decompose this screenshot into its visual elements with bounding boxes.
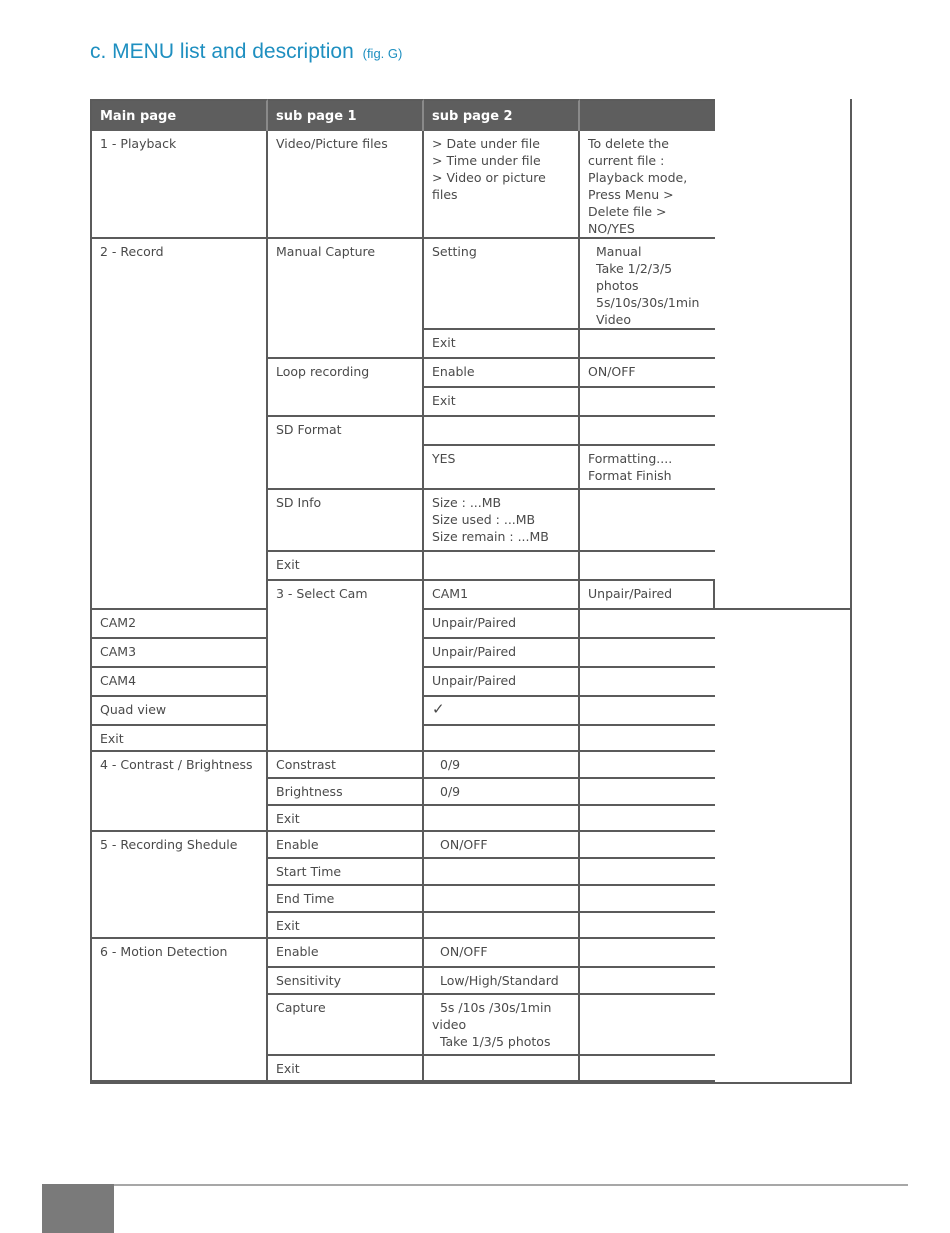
sub1-cam2: CAM2 xyxy=(92,610,268,639)
sub1-enable: Enable xyxy=(268,939,424,968)
sub2-constrast-range: 0/9 xyxy=(424,752,580,779)
sub2-empty xyxy=(424,859,580,886)
sub2-on-off: ON/OFF xyxy=(424,939,580,968)
sub2-empty xyxy=(424,1056,580,1082)
table-row xyxy=(92,668,850,697)
sub1-start-time: Start Time xyxy=(268,859,424,886)
header-sub-page-2: sub page 2 xyxy=(424,99,580,131)
desc-empty xyxy=(580,552,715,581)
header-row xyxy=(92,99,850,131)
header-sub-page-1: sub page 1 xyxy=(268,99,424,131)
sub1-exit: Exit xyxy=(268,913,424,939)
header-description xyxy=(580,99,715,131)
desc-empty xyxy=(580,1056,715,1082)
main-page-motion-detection: 6 - Motion Detection xyxy=(92,939,268,1082)
sub1-constrast: Constrast xyxy=(268,752,424,779)
sub1-enable: Enable xyxy=(268,832,424,859)
sub2-capture-options: 5s /10s /30s/1min video Take 1/3/5 photos xyxy=(424,995,580,1056)
desc-empty xyxy=(715,581,850,610)
sub2-exit: Exit xyxy=(424,388,580,417)
sub1-cam3: CAM3 xyxy=(92,639,268,668)
sub2-file-details: > Date under file > Time under file > Video or picture files xyxy=(424,131,580,239)
desc-empty xyxy=(580,939,715,968)
sub1-video-picture-files: Video/Picture files xyxy=(268,131,424,239)
table-row xyxy=(92,239,850,330)
desc-empty xyxy=(580,832,715,859)
sub2-empty xyxy=(424,886,580,913)
table-row xyxy=(92,939,850,968)
table-row xyxy=(92,752,850,779)
sub2-quad-checkmark: ✓ xyxy=(424,697,580,726)
sub2-brightness-range: 0/9 xyxy=(424,779,580,806)
sub2-cam4-status: Unpair/Paired xyxy=(424,668,580,697)
sub2-sensitivity-levels: Low/High/Standard xyxy=(424,968,580,995)
desc-empty xyxy=(580,330,715,359)
sub1-capture: Capture xyxy=(268,995,424,1056)
main-page-contrast-brightness: 4 - Contrast / Brightness xyxy=(92,752,268,832)
desc-empty xyxy=(580,610,715,639)
desc-empty xyxy=(580,752,715,779)
header-main-page: Main page xyxy=(92,99,268,131)
desc-empty xyxy=(580,639,715,668)
sub2-setting: Setting xyxy=(424,239,580,330)
section-title-text: c. MENU list and description xyxy=(90,40,354,63)
table-row xyxy=(92,639,850,668)
desc-empty xyxy=(580,779,715,806)
sub1-quad-view: Quad view xyxy=(92,697,268,726)
desc-on-off: ON/OFF xyxy=(580,359,715,388)
sub2-cam1-status: Unpair/Paired xyxy=(580,581,715,610)
sub1-brightness: Brightness xyxy=(268,779,424,806)
sub2-empty xyxy=(424,726,580,752)
desc-empty xyxy=(580,490,715,552)
section-title xyxy=(90,40,402,64)
sub2-yes: YES xyxy=(424,446,580,490)
table-row xyxy=(92,610,850,639)
desc-empty xyxy=(580,859,715,886)
main-page-select-cam: 3 - Select Cam xyxy=(268,581,424,752)
sub1-sensitivity: Sensitivity xyxy=(268,968,424,995)
footer-rule xyxy=(42,1184,908,1186)
sub1-manual-capture: Manual Capture xyxy=(268,239,424,359)
main-page-record: 2 - Record xyxy=(92,239,268,610)
sub2-empty xyxy=(424,417,580,446)
desc-empty xyxy=(580,697,715,726)
sub2-cam3-status: Unpair/Paired xyxy=(424,639,580,668)
sub1-loop-recording: Loop recording xyxy=(268,359,424,417)
sub1-exit: Exit xyxy=(268,806,424,832)
desc-empty xyxy=(580,726,715,752)
page-number-block xyxy=(42,1184,114,1233)
desc-formatting: Formatting.... Format Finish xyxy=(580,446,715,490)
menu-table xyxy=(90,99,852,1084)
table-row xyxy=(92,697,850,726)
figure-reference: (fig. G) xyxy=(362,46,403,61)
sub1-sd-format: SD Format xyxy=(268,417,424,490)
desc-empty xyxy=(580,913,715,939)
desc-empty xyxy=(580,668,715,697)
sub2-exit: Exit xyxy=(424,330,580,359)
desc-empty xyxy=(580,388,715,417)
desc-empty xyxy=(580,995,715,1056)
sub1-exit: Exit xyxy=(92,726,268,752)
sub1-exit: Exit xyxy=(268,552,424,581)
sub2-empty xyxy=(424,552,580,581)
desc-delete-file: To delete the current file : Playback mode, Press Menu > Delete file > NO/YES xyxy=(580,131,715,239)
desc-empty xyxy=(580,417,715,446)
sub2-on-off: ON/OFF xyxy=(424,832,580,859)
sub1-exit: Exit xyxy=(268,1056,424,1082)
desc-empty xyxy=(580,886,715,913)
desc-empty xyxy=(580,806,715,832)
sub2-empty xyxy=(424,806,580,832)
sub1-cam1: CAM1 xyxy=(424,581,580,610)
sub2-enable: Enable xyxy=(424,359,580,388)
table-row xyxy=(92,726,850,752)
sub1-sd-info: SD Info xyxy=(268,490,424,552)
sub2-cam2-status: Unpair/Paired xyxy=(424,610,580,639)
desc-empty xyxy=(580,968,715,995)
main-page-recording-shedule: 5 - Recording Shedule xyxy=(92,832,268,939)
table-row xyxy=(92,131,850,239)
table-row xyxy=(92,832,850,859)
sub1-cam4: CAM4 xyxy=(92,668,268,697)
sub2-sd-size: Size : ...MB Size used : ...MB Size remain : ...MB xyxy=(424,490,580,552)
desc-manual-setting: Manual Take 1/2/3/5 photos 5s/10s/30s/1min Video xyxy=(580,239,715,330)
sub2-empty xyxy=(424,913,580,939)
sub1-end-time: End Time xyxy=(268,886,424,913)
main-page-playback: 1 - Playback xyxy=(92,131,268,239)
